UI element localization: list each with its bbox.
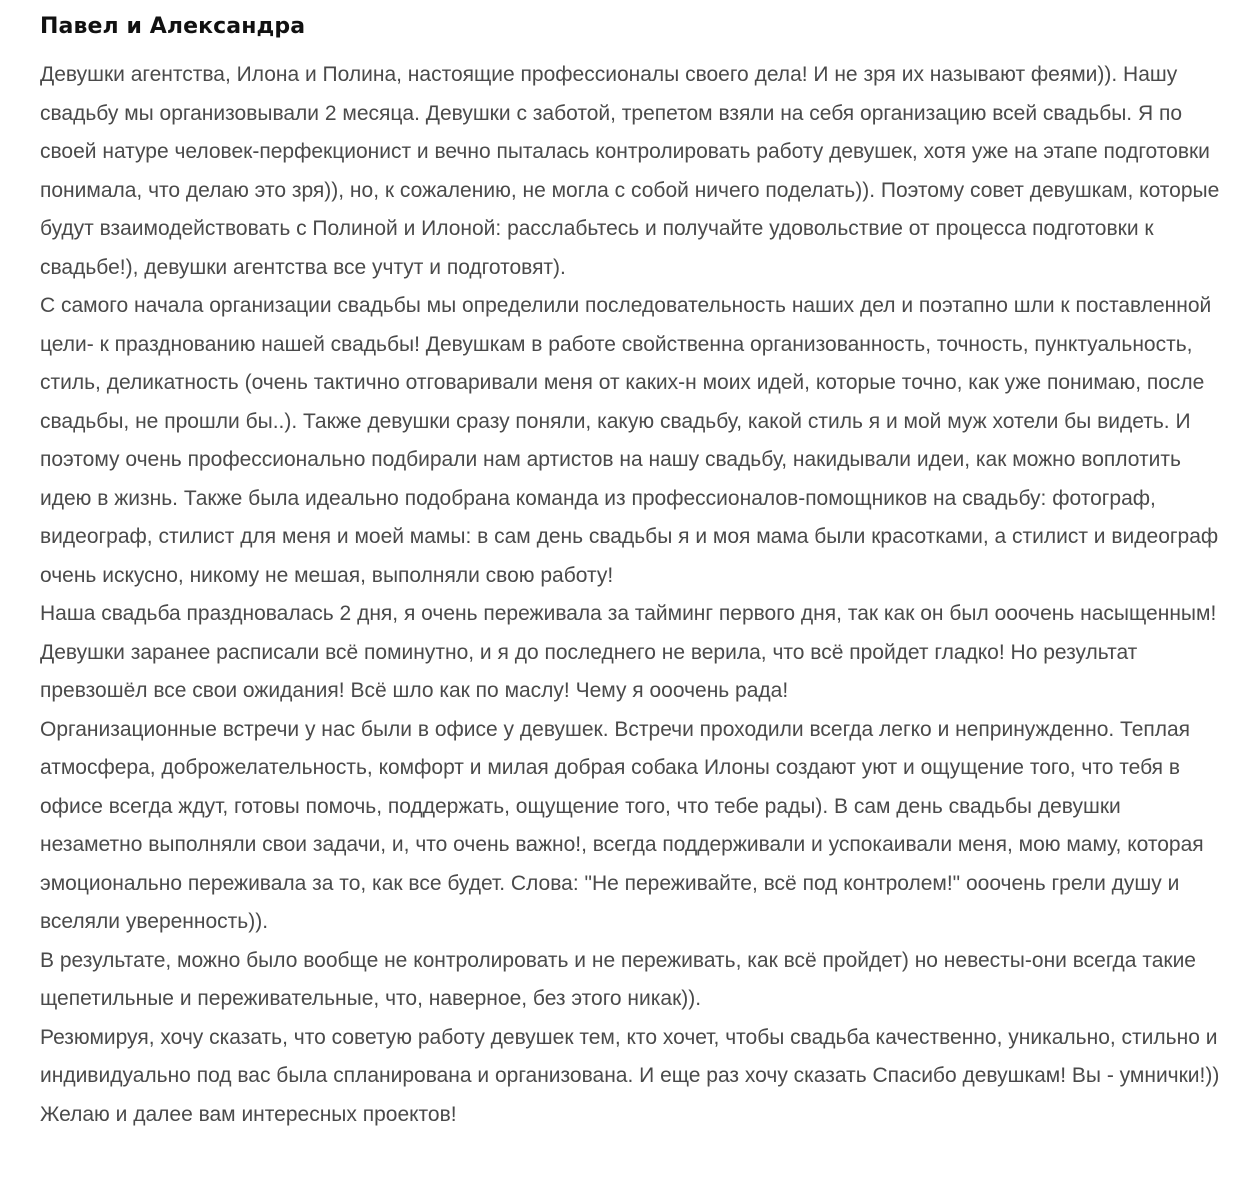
review-paragraph: С самого начала организации свадьбы мы определили последовательность наших дел и поэтапно шли к поставленной цели- к празднованию нашей свадьбы! Девушкам в работе свойственна организованность, точность, пунктуальность, стиль, деликатность (очень тактично отговаривали меня от каких-н моих идей, которые точно, как уже понимаю, после свадьбы, не прошли бы..). Также девушки сразу поняли, какую свадьбу, какой стиль я и мой муж хотели бы видеть. И поэтому очень профессионально подбирали нам артистов на нашу свадьбу, накидывали идеи, как можно воплотить идею в жизнь. Также была идеально подобрана команда из профессионалов-помощников на свадьбу: фотограф, видеограф, стилист для меня и моей мамы: в сам день свадьбы я и моя мама были красотками, а стилист и видеограф очень искусно, никому не мешая, выполняли свою работу!: [40, 294, 1219, 587]
review-author: Павел и Александра: [40, 14, 306, 39]
review-paragraph: Девушки агентства, Илона и Полина, настоящие профессионалы своего дела! И не зря их называют феями)). Нашу свадьбу мы организовывали 2 месяца. Девушки с заботой, трепетом взяли на себя организацию всей свадьбы. Я по своей натуре человек-перфекционист и вечно пыталась контролировать работу девушек, хотя уже на этапе подготовки понимала, что делаю это зря)), но, к сожалению, не могла с собой ничего поделать)). Поэтому совет девушкам, которые будут взаимодействовать с Полиной и Илоной: расслабьтесь и получайте удовольствие от процесса подготовки к свадьбе!), девушки агентства все учтут и подготовят).: [40, 63, 1220, 279]
review-paragraph: Организационные встречи у нас были в офисе у девушек. Встречи проходили всегда легко и непринужденно. Теплая атмосфера, доброжелательность, комфорт и милая добрая собака Илоны создают уют и ощущение того, что тебя в офисе всегда ждут, готовы помочь, поддержать, ощущение того, что тебе рады). В сам день свадьбы девушки незаметно выполняли свои задачи, и, что очень важно!, всегда поддерживали и успокаивали меня, мою маму, которая эмоционально переживала за то, как все будет. Слова: "Не переживайте, всё под контролем!" ооочень грели душу и вселяли уверенность)).: [40, 717, 1204, 933]
review-body: [40, 56, 1220, 1134]
review-paragraph: В результате, можно было вообще не контролировать и не переживать, как всё пройдет) но невесты-они всегда такие щепетильные и переживательные, что, наверное, без этого никак)).: [40, 948, 1196, 1010]
review-paragraph: Резюмируя, хочу сказать, что советую работу девушек тем, кто хочет, чтобы свадьба качественно, уникально, стильно и индивидуально под вас была спланирована и организована. И еще раз хочу сказать Спасибо девушкам! Вы - умнички!)) Желаю и далее вам интересных проектов!: [40, 1025, 1220, 1126]
review-card: [40, 12, 1220, 1134]
review-paragraph: Наша свадьба праздновалась 2 дня, я очень переживала за тайминг первого дня, так как он был ооочень насыщенным! Девушки заранее расписали всё поминутно, и я до последнего не верила, что всё пройдет гладко! Но результат превзошёл все свои ожидания! Всё шло как по маслу! Чему я ооочень рада!: [40, 602, 1217, 702]
